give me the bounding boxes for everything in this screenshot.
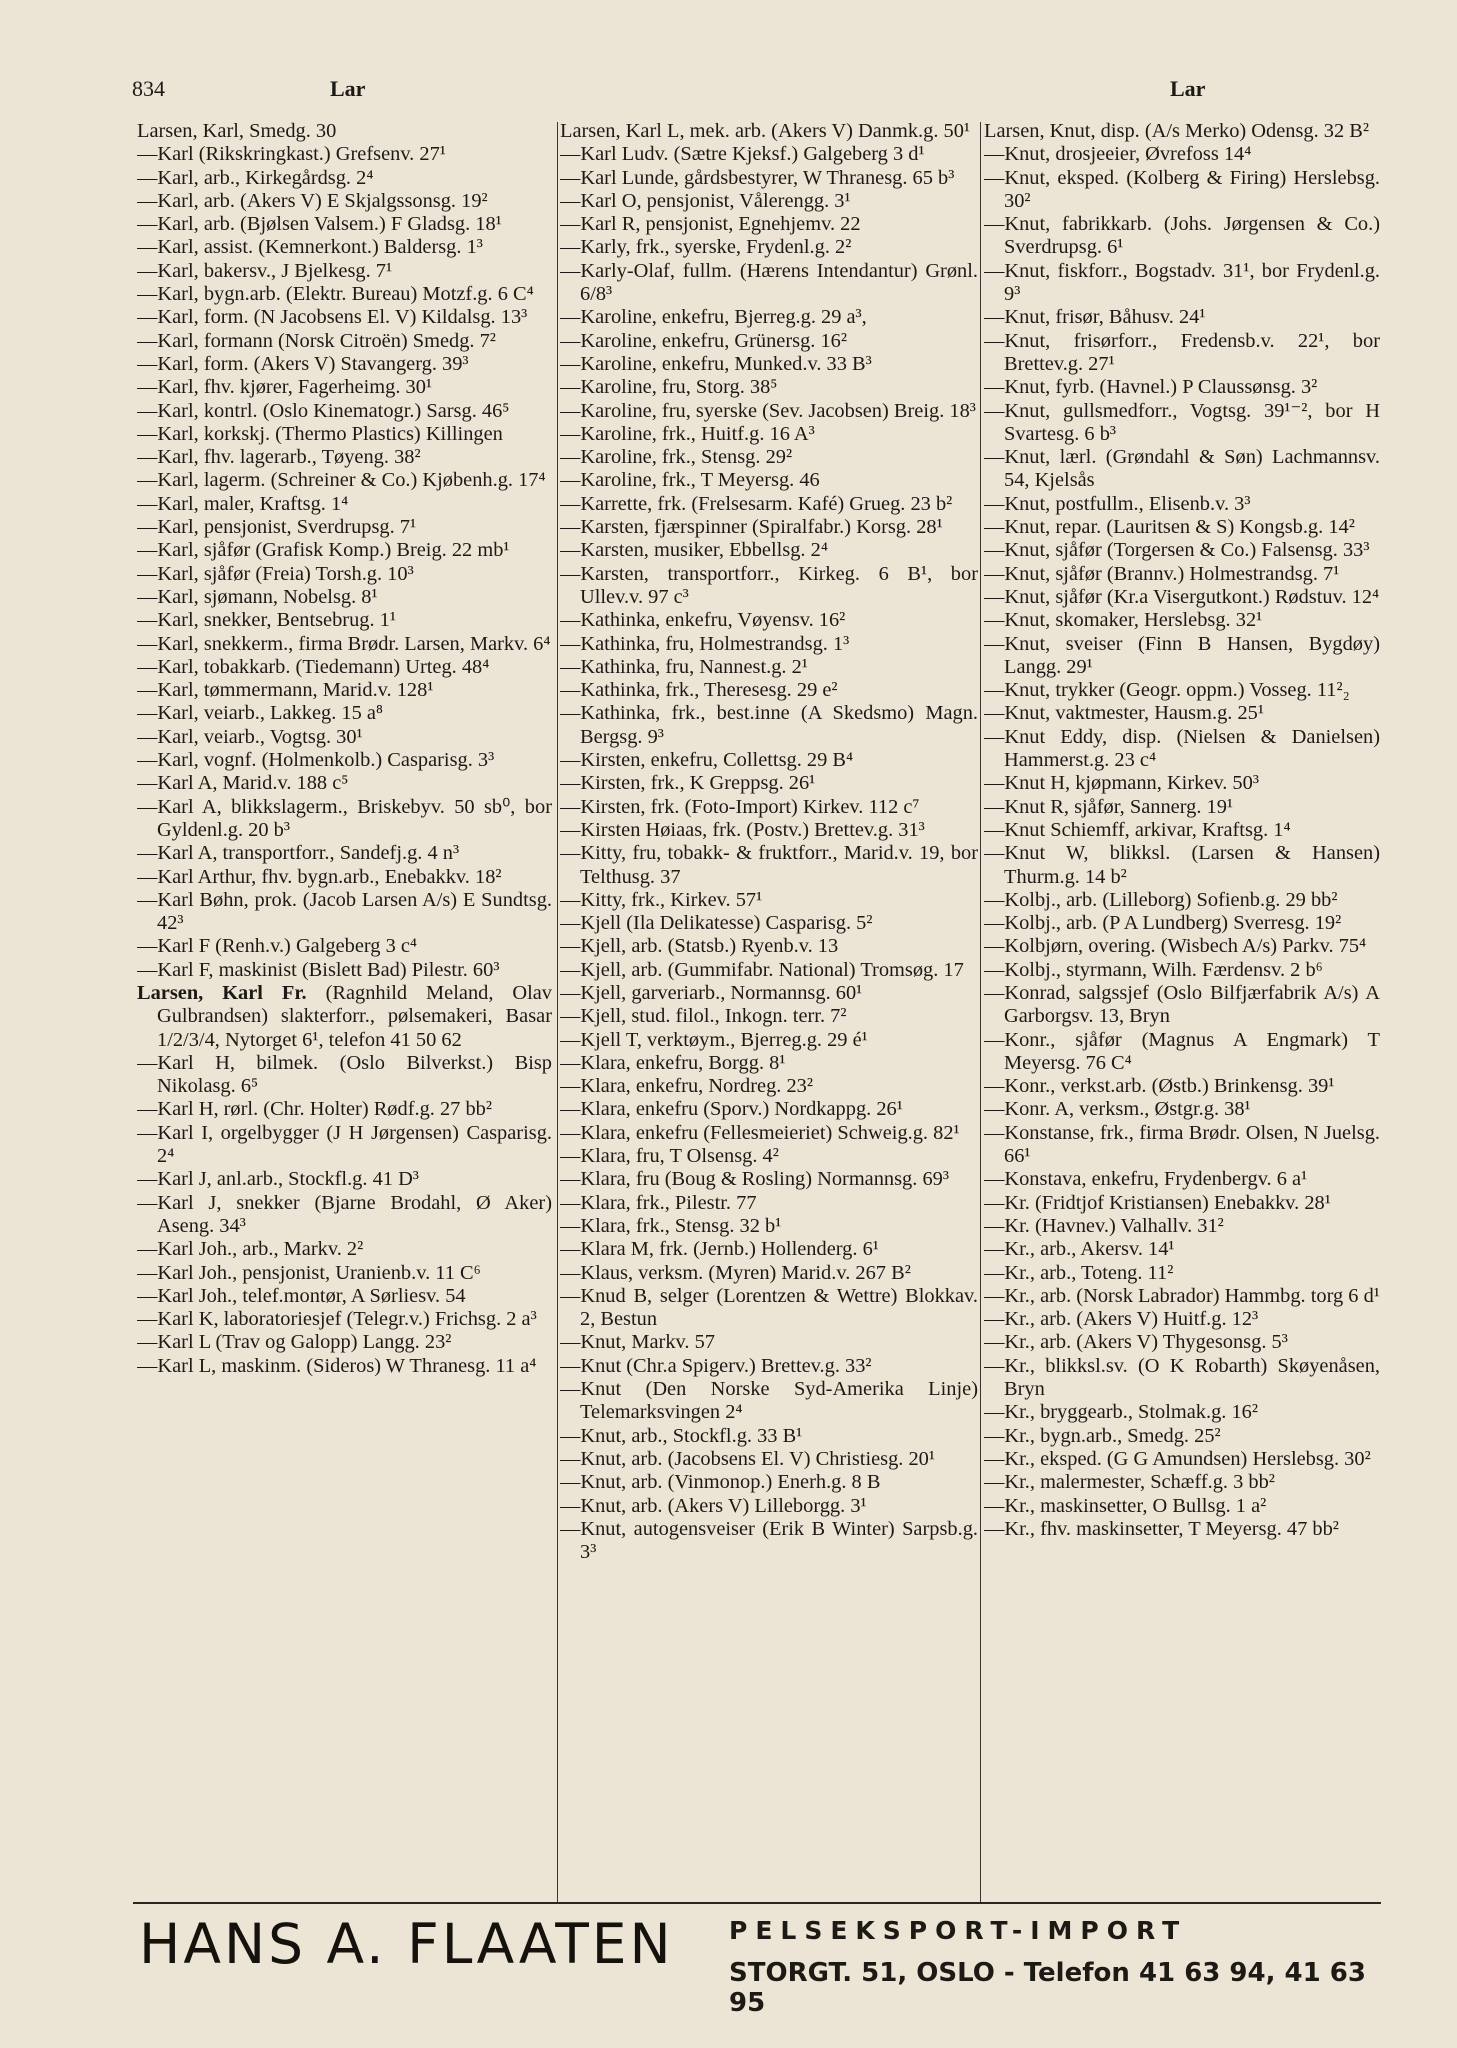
directory-entry: Larsen, Karl, Smedg. 30 <box>137 120 337 142</box>
directory-entry: —Karl, kontrl. (Oslo Kinematogr.) Sarsg. 46⁵ <box>137 399 510 422</box>
directory-entry: —Karl, snekkerm., firma Brødr. Larsen, Markv. 6⁴ <box>137 632 551 655</box>
directory-entry: —Kjell, garveriarb., Normannsg. 60¹ <box>560 981 863 1004</box>
directory-entry: —Kjell T, verktøym., Bjerreg.g. 29 é¹ <box>560 1028 868 1051</box>
directory-entry: —Karl A, transportforr., Sandefj.g. 4 n³ <box>137 842 460 865</box>
directory-entry: —Karl Joh., pensjonist, Uranienb.v. 11 C⁶ <box>137 1261 481 1284</box>
directory-entry: —Kr., arb., Akersv. 14¹ <box>984 1238 1175 1261</box>
directory-entry: —Knut, fyrb. (Havnel.) P Claussønsg. 3² <box>984 376 1318 399</box>
directory-entry: —Klara, frk., Pilestr. 77 <box>560 1191 757 1214</box>
page-number: 834 <box>132 76 165 101</box>
directory-entry: —Klara, enkefru (Sporv.) Nordkappg. 26¹ <box>560 1098 903 1121</box>
directory-entry: —Kathinka, frk., Theresesg. 29 e² <box>560 679 838 702</box>
directory-entry: —Karl L, maskinm. (Sideros) W Thranesg. 11 a⁴ <box>137 1354 537 1377</box>
directory-entry: Larsen, Karl Fr. (Ragnhild Meland, Olav Gulbrandsen) slakterforr., pølsemakeri, Basar 1/2/3/4, Nytorget 6¹, telefon 41 50 62 <box>137 981 552 1051</box>
directory-entry: —Knut, vaktmester, Hausm.g. 25¹ <box>984 702 1264 725</box>
directory-entry: —Karl, arb. (Akers V) E Skjalgssonsg. 19² <box>137 189 488 212</box>
directory-column-3 <box>984 120 1380 1900</box>
directory-entry: —Knut, arb. (Akers V) Lilleborgg. 3¹ <box>560 1494 867 1517</box>
advert-tagline: PELSEKSPORT-IMPORT <box>729 1916 1188 1945</box>
directory-entry: —Karoline, frk., Huitf.g. 16 A³ <box>560 422 815 445</box>
directory-entry: —Karl, bakersv., J Bjelkesg. 7¹ <box>137 259 393 282</box>
directory-entry: —Kathinka, fru, Holmestrandsg. 1³ <box>560 632 850 655</box>
directory-entry: —Karl Ludv. (Sætre Kjeksf.) Galgeberg 3 d¹ <box>560 143 925 166</box>
directory-entry: —Kr., bryggearb., Stolmak.g. 16² <box>984 1401 1258 1424</box>
directory-entry: —Knut W, blikksl. (Larsen & Hansen) Thurm.g. 14 b² <box>984 842 1380 888</box>
directory-entry: Larsen, Knut, disp. (A/s Merko) Odensg. 32 B² <box>984 120 1369 142</box>
directory-entry: —Karl Joh., telef.montør, A Sørliesv. 54 <box>137 1284 466 1307</box>
directory-entry: —Kolbjørn, overing. (Wisbech A/s) Parkv. 75⁴ <box>984 935 1367 958</box>
directory-entry: —Karl Joh., arb., Markv. 2² <box>137 1238 364 1261</box>
directory-entry: —Karl, assist. (Kemnerkont.) Baldersg. 1³ <box>137 236 483 259</box>
directory-entry: —Kirsten Høiaas, frk. (Postv.) Brettev.g. 31³ <box>560 818 925 841</box>
directory-entry: —Karl, snekker, Bentsebrug. 1¹ <box>137 609 396 632</box>
directory-entry: —Karl I, orgelbygger (J H Jørgensen) Casparisg. 2⁴ <box>137 1121 552 1168</box>
directory-entry: —Karl, fhv. lagerarb., Tøyeng. 38² <box>137 446 421 469</box>
directory-entry: —Klara, frk., Stensg. 32 b¹ <box>560 1214 782 1237</box>
advert-address: STORGT. 51, OSLO - Telefon 41 63 94, 41 63 95 <box>729 1958 1366 2018</box>
directory-entry: —Karl, bygn.arb. (Elektr. Bureau) Motzf.g. 6 C⁴ <box>137 283 534 306</box>
directory-entry: —Karl Bøhn, prok. (Jacob Larsen A/s) E Sundtsg. 42³ <box>137 888 552 935</box>
directory-entry: —Karl, arb. (Bjølsen Valsem.) F Gladsg. 18¹ <box>137 213 502 236</box>
directory-entry: —Konr., verkst.arb. (Østb.) Brinkensg. 39¹ <box>984 1075 1335 1098</box>
directory-entry: —Karl, pensjonist, Sverdrupsg. 7¹ <box>137 516 417 539</box>
directory-entry: —Knut, Markv. 57 <box>560 1331 715 1354</box>
directory-entry: —Karl, tobakkarb. (Tiedemann) Urteg. 48⁴ <box>137 655 490 678</box>
directory-entry: —Kr., arb., Toteng. 11² <box>984 1261 1174 1284</box>
directory-entry: —Karsten, fjærspinner (Spiralfabr.) Korsg. 28¹ <box>560 516 943 539</box>
directory-entry: —Kathinka, frk., best.inne (A Skedsmo) Magn. Bergsg. 9³ <box>560 702 978 748</box>
directory-entry: —Karl, form. (N Jacobsens El. V) Kildalsg. 13³ <box>137 306 528 329</box>
directory-entry: —Kirsten, enkefru, Collettsg. 29 B⁴ <box>560 749 854 772</box>
directory-entry: —Konstava, enkefru, Frydenbergv. 6 a¹ <box>984 1168 1308 1191</box>
directory-entry: —Karl (Rikskringkast.) Grefsenv. 27¹ <box>137 143 446 166</box>
directory-entry: —Karl, maler, Kraftsg. 1⁴ <box>137 492 349 515</box>
directory-entry: —Kr., arb. (Norsk Labrador) Hammbg. torg 6 d¹ <box>984 1284 1380 1307</box>
directory-entry: —Knut, arb. (Vinmonop.) Enerh.g. 8 B <box>560 1471 881 1494</box>
directory-entry: —Karl K, laboratoriesjef (Telegr.v.) Frichsg. 2 a³ <box>137 1308 537 1331</box>
directory-entry: —Knut, gullsmedforr., Vogtsg. 39¹⁻², bor H Svartesg. 6 b³ <box>984 399 1380 445</box>
directory-entry: —Knut Eddy, disp. (Nielsen & Danielsen) Hammerst.g. 23 c⁴ <box>984 725 1380 772</box>
directory-entry: —Kjell (Ila Delikatesse) Casparisg. 5² <box>560 912 873 935</box>
directory-entry: —Knut, sjåfør (Kr.a Visergutkont.) Rødstuv. 12⁴ <box>984 585 1380 608</box>
directory-entry: —Knut, sveiser (Finn B Hansen, Bygdøy) Langg. 29¹ <box>984 632 1380 678</box>
directory-entry: —Karl O, pensjonist, Vålerengg. 3¹ <box>560 189 851 212</box>
directory-entry: —Kolbj., styrmann, Wilh. Færdensv. 2 b⁶ <box>984 958 1323 981</box>
directory-entry: —Knut, frisør, Båhusv. 24¹ <box>984 306 1206 329</box>
directory-column-2 <box>560 120 978 1900</box>
directory-entry: —Karly-Olaf, fullm. (Hærens Intendantur) Grønl. 6/8³ <box>560 259 978 306</box>
directory-entry: —Kr., arb. (Akers V) Thygesonsg. 5³ <box>984 1331 1288 1354</box>
directory-entry: —Knut, arb., Stockfl.g. 33 B¹ <box>560 1424 803 1447</box>
directory-entry: —Knut, trykker (Geogr. oppm.) Vosseg. 11²₂ <box>984 679 1350 702</box>
directory-entry: —Kirsten, frk. (Foto-Import) Kirkev. 112 c⁷ <box>560 795 920 818</box>
directory-entry: —Knut (Den Norske Syd-Amerika Linje) Telemarksvingen 2⁴ <box>560 1378 978 1424</box>
directory-entry: —Karl, arb., Kirkegårdsg. 2⁴ <box>137 166 374 189</box>
directory-entry: —Karl, vognf. (Holmenkolb.) Casparisg. 3³ <box>137 749 495 772</box>
directory-entry: —Kathinka, fru, Nannest.g. 2¹ <box>560 655 808 678</box>
directory-entry: —Kolbj., arb. (Lilleborg) Sofienb.g. 29 bb² <box>984 888 1338 911</box>
directory-entry: —Kr., eksped. (G G Amundsen) Herslebsg. 30² <box>984 1447 1371 1470</box>
directory-entry: —Karoline, fru, syerske (Sev. Jacobsen) Breig. 18³ <box>560 399 976 422</box>
directory-entry: —Knut R, sjåfør, Sannerg. 19¹ <box>984 795 1234 818</box>
directory-entry: —Karl R, pensjonist, Egnehjemv. 22 <box>560 213 861 236</box>
directory-entry: —Konstanse, frk., firma Brødr. Olsen, N Juelsg. 66¹ <box>984 1121 1380 1168</box>
directory-entry: —Karoline, frk., Stensg. 29² <box>560 446 793 469</box>
advertisement <box>133 1912 1381 2022</box>
directory-entry: —Knut (Chr.a Spigerv.) Brettev.g. 33² <box>560 1354 872 1377</box>
directory-entry: —Kathinka, enkefru, Vøyensv. 16² <box>560 609 846 632</box>
directory-entry: —Karl, korkskj. (Thermo Plastics) Killingen <box>137 422 503 445</box>
directory-entry: —Karl Arthur, fhv. bygn.arb., Enebakkv. 18² <box>137 865 502 888</box>
directory-entry: —Kjell, arb. (Statsb.) Ryenb.v. 13 <box>560 935 839 958</box>
directory-entry: —Karl L (Trav og Galopp) Langg. 23² <box>137 1331 452 1354</box>
directory-entry: —Klara, enkefru (Fellesmeieriet) Schweig.g. 82¹ <box>560 1121 960 1144</box>
directory-entry: —Kitty, fru, tobakk- & fruktforr., Marid.v. 19, bor Telthusg. 37 <box>560 842 978 888</box>
advert-divider <box>133 1902 1381 1904</box>
directory-entry: —Karl Lunde, gårdsbestyrer, W Thranesg. 65 b³ <box>560 166 955 189</box>
directory-entry: —Knut, sjåfør (Brannv.) Holmestrandsg. 7¹ <box>984 562 1340 585</box>
column-divider <box>980 122 981 1902</box>
directory-entry: —Karl F, maskinist (Bislett Bad) Pilestr. 60³ <box>137 958 500 981</box>
directory-entry: —Kr., arb. (Akers V) Huitf.g. 12³ <box>984 1308 1259 1331</box>
directory-entry: —Knut, postfullm., Elisenb.v. 3³ <box>984 492 1251 515</box>
directory-entry: —Karl H, rørl. (Chr. Holter) Rødf.g. 27 bb² <box>137 1098 492 1121</box>
directory-entry: —Karl, lagerm. (Schreiner & Co.) Kjøbenh.g. 17⁴ <box>137 469 546 492</box>
directory-entry: —Klara, fru (Boug & Rosling) Normannsg. 69³ <box>560 1168 949 1191</box>
directory-entry: —Karl, sjåfør (Freia) Torsh.g. 10³ <box>137 562 414 585</box>
directory-entry: —Klara, enkefru, Borgg. 8¹ <box>560 1051 786 1074</box>
advert-company-name: HANS A. FLAATEN <box>139 1912 674 1976</box>
directory-entry: —Knut, lærl. (Grøndahl & Søn) Lachmannsv. 54, Kjelsås <box>984 446 1380 492</box>
directory-entry: —Karl, fhv. kjører, Fagerheimg. 30¹ <box>137 376 433 399</box>
column-divider <box>557 122 558 1902</box>
directory-entry: —Karrette, frk. (Frelsesarm. Kafé) Grueg. 23 b² <box>560 492 953 515</box>
directory-entry: —Karl, tømmermann, Marid.v. 128¹ <box>137 679 434 702</box>
directory-entry: —Karly, frk., syerske, Frydenl.g. 2² <box>560 236 852 259</box>
directory-entry: —Kjell, stud. filol., Inkogn. terr. 7² <box>560 1005 847 1028</box>
directory-entry: —Konrad, salgssjef (Oslo Bilfjærfabrik A/s) A Garborgsv. 13, Bryn <box>984 981 1380 1028</box>
directory-entry: —Knut, frisørforr., Fredensb.v. 22¹, bor Brettev.g. 27¹ <box>984 329 1380 375</box>
directory-entry: —Kjell, arb. (Gummifabr. National) Tromsøg. 17 <box>560 958 964 981</box>
directory-entry: —Knud B, selger (Lorentzen & Wettre) Blokkav. 2, Bestun <box>560 1284 978 1331</box>
directory-entry: —Knut, fabrikkarb. (Johs. Jørgensen & Co.) Sverdrupsg. 6¹ <box>984 213 1380 259</box>
directory-entry: —Karl, sjømann, Nobelsg. 8¹ <box>137 585 378 608</box>
left-running-head: Lar <box>330 76 366 101</box>
directory-entry: —Knut, drosjeeier, Øvrefoss 14⁴ <box>984 143 1252 166</box>
directory-entry: —Karl, veiarb., Lakkeg. 15 a⁸ <box>137 702 384 725</box>
directory-entry: —Knut, fiskforr., Bogstadv. 31¹, bor Frydenl.g. 9³ <box>984 259 1380 306</box>
page-header <box>132 76 1332 108</box>
directory-entry: —Karl, form. (Akers V) Stavangerg. 39³ <box>137 352 469 375</box>
right-running-head: Lar <box>1170 76 1206 101</box>
directory-entry: —Klaus, verksm. (Myren) Marid.v. 267 B² <box>560 1261 911 1284</box>
directory-entry: —Kitty, frk., Kirkev. 57¹ <box>560 888 763 911</box>
directory-entry: —Kr., malermester, Schæff.g. 3 bb² <box>984 1471 1275 1494</box>
directory-entry: —Klara, enkefru, Nordreg. 23² <box>560 1075 813 1098</box>
directory-entry: —Klara, fru, T Olsensg. 4² <box>560 1145 779 1168</box>
directory-entry: —Kr. (Havnev.) Valhallv. 31² <box>984 1214 1224 1237</box>
directory-entry: —Karsten, transportforr., Kirkeg. 6 B¹, bor Ullev.v. 97 c³ <box>560 562 978 608</box>
directory-entry: —Kr. (Fridtjof Kristiansen) Enebakkv. 28¹ <box>984 1191 1331 1214</box>
directory-entry: —Knut, repar. (Lauritsen & S) Kongsb.g. 14² <box>984 516 1355 539</box>
directory-entry: —Kr., fhv. maskinsetter, T Meyersg. 47 bb² <box>984 1517 1339 1540</box>
directory-entry: —Karoline, enkefru, Bjerreg.g. 29 a³, <box>560 306 867 329</box>
directory-entry: —Kirsten, frk., K Greppsg. 26¹ <box>560 772 816 795</box>
directory-entry: —Klara M, frk. (Jernb.) Hollenderg. 6¹ <box>560 1238 879 1261</box>
directory-entry: —Kr., blikksl.sv. (O K Robarth) Skøyenåsen, Bryn <box>984 1354 1380 1401</box>
directory-entry: —Knut, sjåfør (Torgersen & Co.) Falsensg. 33³ <box>984 539 1370 562</box>
directory-entry: —Karl A, blikkslagerm., Briskebyv. 50 sb⁰, bor Gyldenl.g. 20 b³ <box>137 795 552 841</box>
directory-entry: —Karoline, frk., T Meyersg. 46 <box>560 469 820 492</box>
directory-entry: —Karoline, enkefru, Grünersg. 16² <box>560 329 847 352</box>
directory-column-1 <box>137 120 552 1900</box>
directory-entry: —Konr. A, verksm., Østgr.g. 38¹ <box>984 1098 1251 1121</box>
directory-entry: —Knut Schiemff, arkivar, Kraftsg. 1⁴ <box>984 818 1291 841</box>
directory-entry: —Knut, autogensveiser (Erik B Winter) Sarpsb.g. 3³ <box>560 1517 978 1564</box>
directory-entry: —Knut H, kjøpmann, Kirkev. 50³ <box>984 772 1259 795</box>
directory-entry: —Karl, veiarb., Vogtsg. 30¹ <box>137 725 363 748</box>
directory-entry: —Kr., bygn.arb., Smedg. 25² <box>984 1424 1221 1447</box>
directory-entry: —Karl J, snekker (Bjarne Brodahl, Ø Aker) Aseng. 34³ <box>137 1191 552 1237</box>
directory-entry: —Karsten, musiker, Ebbellsg. 2⁴ <box>560 539 828 562</box>
directory-entry: —Karl A, Marid.v. 188 c⁵ <box>137 772 349 795</box>
directory-entry: —Karl J, anl.arb., Stockfl.g. 41 D³ <box>137 1168 419 1191</box>
directory-entry: —Knut, arb. (Jacobsens El. V) Christiesg. 20¹ <box>560 1447 935 1470</box>
directory-entry: —Karl, formann (Norsk Citroën) Smedg. 7² <box>137 329 496 352</box>
directory-entry: —Karl, sjåfør (Grafisk Komp.) Breig. 22 mb¹ <box>137 539 510 562</box>
directory-entry: —Knut, skomaker, Herslebsg. 32¹ <box>984 609 1263 632</box>
directory-entry: —Karoline, fru, Storg. 38⁵ <box>560 376 778 399</box>
directory-entry: —Konr., sjåfør (Magnus A Engmark) T Meyersg. 76 C⁴ <box>984 1028 1380 1074</box>
directory-entry: —Kolbj., arb. (P A Lundberg) Sverresg. 19² <box>984 912 1342 935</box>
directory-entry: —Kr., maskinsetter, O Bullsg. 1 a² <box>984 1494 1267 1517</box>
directory-entry: —Karoline, enkefru, Munked.v. 33 B³ <box>560 352 872 375</box>
directory-entry: —Karl H, bilmek. (Oslo Bilverkst.) Bisp Nikolasg. 6⁵ <box>137 1051 552 1098</box>
directory-entry: Larsen, Karl L, mek. arb. (Akers V) Danmk.g. 50¹ <box>560 120 971 142</box>
directory-entry: —Karl F (Renh.v.) Galgeberg 3 c⁴ <box>137 935 418 958</box>
directory-entry: —Knut, eksped. (Kolberg & Firing) Herslebsg. 30² <box>984 166 1380 212</box>
